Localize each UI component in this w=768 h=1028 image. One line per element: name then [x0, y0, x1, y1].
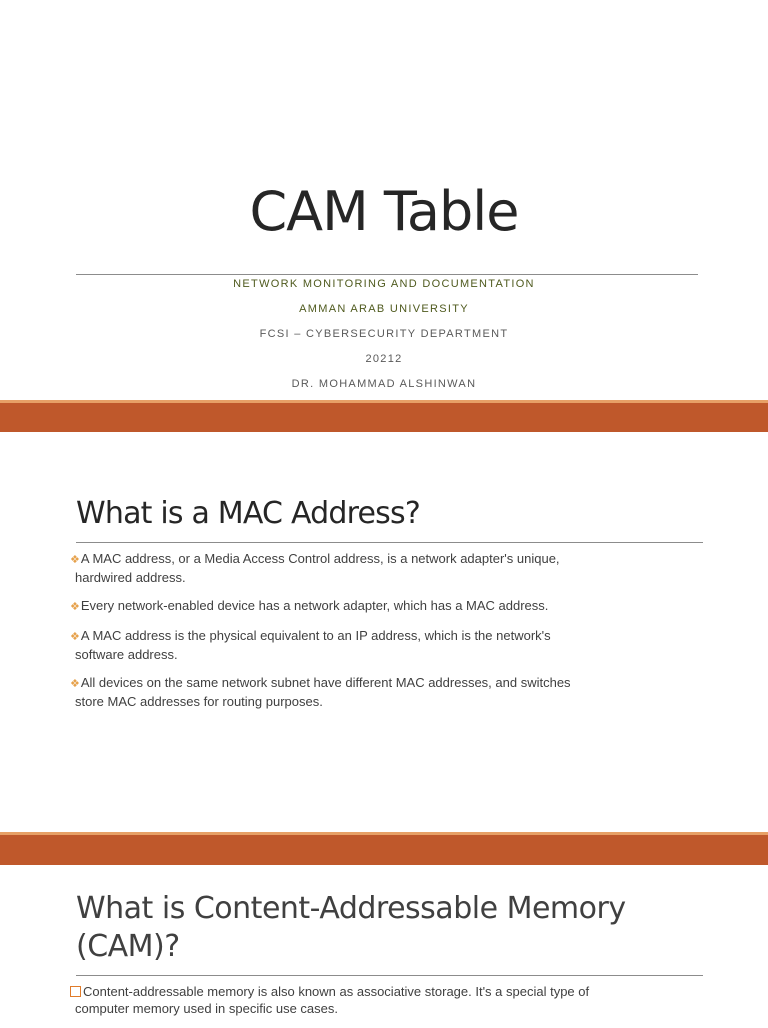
author-name: DR. MOHAMMAD ALSHINWAN [291, 378, 477, 390]
slide-separator-band [0, 400, 768, 432]
slide-heading: What is Content-Addressable Memory (CAM)? [76, 891, 626, 964]
course-name: NETWORK MONITORING AND DOCUMENTATION [233, 278, 535, 290]
term-code: 20212 [365, 353, 403, 365]
university-name: AMMAN ARAB UNIVERSITY [299, 303, 469, 315]
list-item: ❖A MAC address is the physical equivalent to an IP address, which is the network's software address. [70, 628, 551, 662]
diamond-bullet-icon: ❖ [70, 554, 80, 566]
slide-title: CAM Table [249, 180, 519, 243]
diamond-bullet-icon: ❖ [70, 601, 80, 613]
slide-heading: What is a MAC Address? [76, 496, 420, 531]
list-item: ❖Every network-enabled device has a network adapter, which has a MAC address. [70, 598, 549, 613]
heading-divider [76, 975, 703, 976]
bullet-list [70, 550, 650, 721]
square-bullet-icon [70, 986, 81, 997]
slide-separator-band [0, 832, 768, 865]
diamond-bullet-icon: ❖ [70, 678, 80, 690]
title-divider [76, 274, 698, 275]
list-item: ❖All devices on the same network subnet have different MAC addresses, and switches store MAC addresses for routing purposes. [70, 675, 571, 709]
list-item: ❖A MAC address, or a Media Access Control address, is a network adapter's unique, hardwired address. [70, 551, 560, 585]
heading-divider [76, 542, 703, 543]
bullet-list [70, 983, 690, 1028]
cam-slide [0, 865, 768, 1024]
mac-address-slide [0, 432, 768, 832]
title-slide [0, 0, 768, 400]
list-item: Content-addressable memory is also known as associative storage. It's a special type of computer memory used in specific use cases. [70, 983, 690, 1017]
department-name: FCSI – CYBERSECURITY DEPARTMENT [259, 328, 509, 340]
diamond-bullet-icon: ❖ [70, 631, 80, 643]
